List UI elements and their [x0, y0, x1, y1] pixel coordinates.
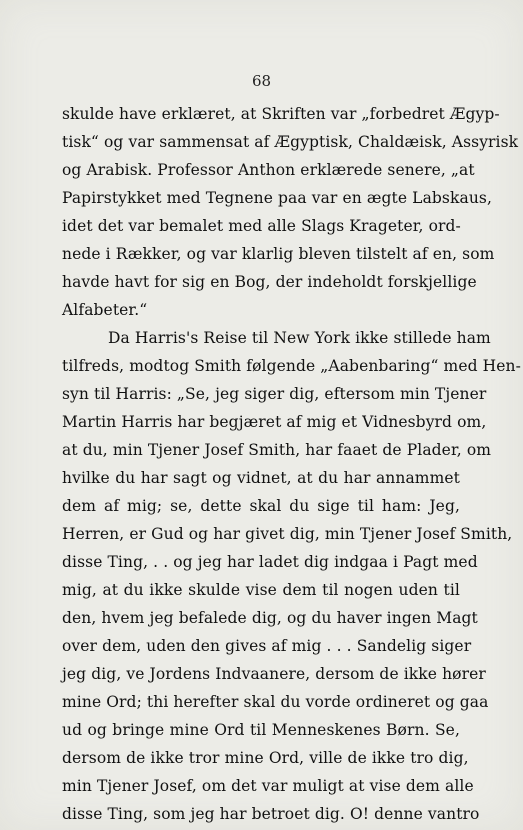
text-line: Papirstykket med Tegnene paa var en ægte Labskaus, — [62, 189, 492, 207]
text-line: over dem, uden den gives af mig . . . Sandelig siger — [62, 637, 472, 655]
text-line: syn til Harris: „Se, jeg siger dig, eftersom min Tjener — [62, 385, 487, 403]
text-line: ud og bringe mine Ord til Menneskenes Børn. Se, — [62, 721, 460, 739]
text-line: havde havt for sig en Bog, der indeholdt forskjellige — [62, 273, 477, 291]
text-line: den, hvem jeg befalede dig, og du haver ingen Magt — [62, 609, 478, 627]
text-line: nede i Rækker, og var klarlig bleven tilstelt af en, som — [62, 245, 495, 263]
text-line: dersom de ikke tror mine Ord, ville de ikke tro dig, — [62, 749, 469, 767]
text-line: jeg dig, ve Jordens Indvaanere, dersom de ikke hører — [62, 665, 486, 683]
text-line: og Arabisk. Professor Anthon erklærede senere, „at — [62, 161, 475, 179]
text-line: mine Ord; thi herefter skal du vorde ordineret og gaa — [62, 693, 489, 711]
text-line: Herren, er Gud og har givet dig, min Tjener Josef Smith, — [62, 525, 513, 543]
text-line: tisk“ og var sammensat af Ægyptisk, Chaldæisk, Assyrisk — [62, 133, 519, 151]
text-line: hvilke du har sagt og vidnet, at du har annammet — [62, 469, 460, 487]
text-line: idet det var bemalet med alle Slags Krageter, ord- — [62, 217, 461, 235]
text-line: disse Ting, som jeg har betroet dig. O! denne vantro — [62, 805, 480, 823]
text-line: Da Harris's Reise til New York ikke stillede ham — [108, 329, 491, 347]
page-number: 68 — [251, 72, 272, 90]
text-line: tilfreds, modtog Smith følgende „Aabenbaring“ med Hen- — [62, 357, 521, 375]
text-line: mig, at du ikke skulde vise dem til nogen uden til — [62, 581, 460, 599]
text-line: min Tjener Josef, om det var muligt at vise dem alle — [62, 777, 474, 795]
text-line: at du, min Tjener Josef Smith, har faaet de Plader, om — [62, 441, 492, 459]
text-line: Martin Harris har begjæret af mig et Vidnesbyrd om, — [62, 413, 487, 431]
text-line: disse Ting, . . og jeg har ladet dig indgaa i Pagt med — [62, 553, 478, 571]
text-line: Alfabeter.“ — [62, 301, 148, 319]
text-line: skulde have erklæret, at Skriften var „forbedret Ægyp- — [62, 105, 500, 123]
text-line: dem af mig; se, dette skal du sige til ham: Jeg, — [62, 497, 460, 515]
